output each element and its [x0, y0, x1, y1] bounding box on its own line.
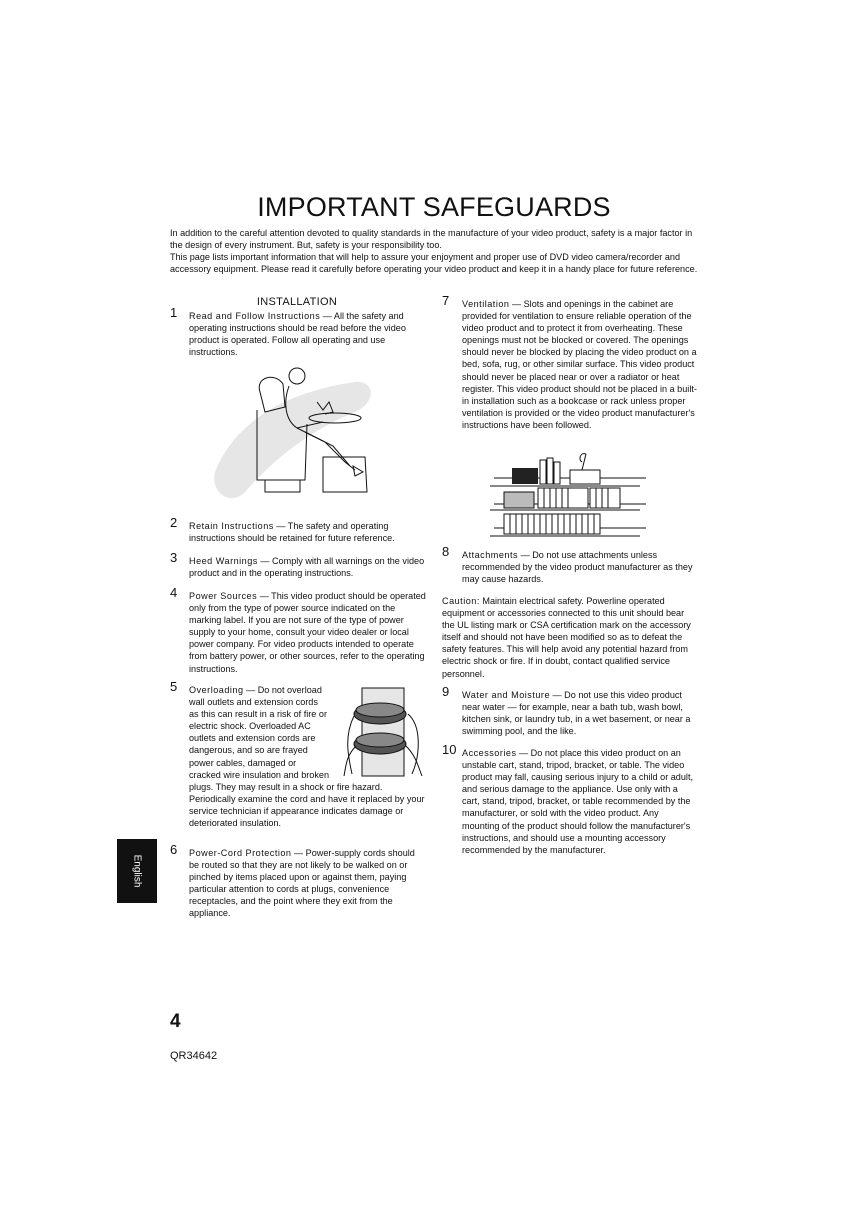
item-lead: Power Sources: [189, 591, 258, 601]
safeguard-item-2: [170, 515, 426, 544]
language-tab-label: English: [131, 854, 143, 888]
item-number: 10: [442, 742, 457, 757]
item-text: — Comply with all warnings on the video product and in the operating instructions.: [189, 556, 425, 579]
item-lead: Heed Warnings: [189, 556, 258, 566]
armchair-illustration: [205, 362, 385, 514]
item-lead: Accessories: [462, 748, 517, 758]
item-lead: Water and Moisture: [462, 690, 551, 700]
item-text: — Slots and openings in the cabinet are provided for ventilation to ensure reliable operation of the video product and to protect it from overheating. These openings must not be blocked or covered. The openings should never be blocked by placing the video product on a bed, sofa, rug, or other similar surface. This video product should never be placed near or over a radiator or heat register. This video product should not be placed in a built-in installation such as a bookcase or rack unless proper ventilation is provided or the video product manufacturer's instructions have been followed.: [462, 299, 697, 430]
item-text: — The safety and operating instructions should be retained for future reference.: [189, 521, 395, 544]
item-lead: Read and Follow Instructions: [189, 311, 321, 321]
item-number: 7: [442, 293, 450, 308]
bookshelf-illustration: [490, 448, 648, 540]
page-title: IMPORTANT SAFEGUARDS: [257, 192, 611, 222]
caution-lead: Caution:: [442, 596, 480, 606]
item-lead: Attachments: [462, 550, 519, 560]
item-number: 3: [170, 550, 178, 565]
item-lead: Power-Cord Protection: [189, 848, 292, 858]
item-text: — Do not overload wall outlets and extension cords as this can result in a risk of fire or electric shock. Overloaded AC outlets and extension cords are dangerous, and so are frayed power cables, damaged or cracked wire insulation and broken plugs. They may result in a shock or fire hazard. Periodically examine the cord and have it replaced by your service technician if appearance indicates damage or deteriorated insulation.: [189, 685, 425, 829]
item-number: 5: [170, 679, 178, 694]
page-number: 4: [170, 1011, 181, 1032]
safeguard-item-7: [442, 293, 698, 431]
intro-paragraph: In addition to the careful attention devoted to quality standards in the manufacture of your video product, safety is a major factor in the design of every instrument. But, safety is your responsibility too.: [170, 228, 693, 250]
item-lead: Ventilation: [462, 299, 510, 309]
document-code: QR34642: [170, 1050, 218, 1062]
safeguard-item-8: [442, 544, 698, 585]
item-lead: Retain Instructions: [189, 521, 274, 531]
intro-text: [170, 227, 698, 275]
item-number: 8: [442, 544, 450, 559]
item-number: 6: [170, 842, 178, 857]
caution-text: Maintain electrical safety. Powerline operated equipment or accessories connected to this unit should bear the UL listing mark or CSA certification mark on the accessory itself and should not have been modified so as to defeat the safety features. This will help avoid any potential hazard from electric shock or fire. If in doubt, contact qualified service personnel.: [442, 596, 691, 679]
item-number: 2: [170, 515, 178, 530]
item-number: 9: [442, 684, 450, 699]
safeguard-item-4: [170, 585, 426, 675]
item-text: — This video product should be operated only from the type of power source indicated on the marking label. If you are not sure of the type of power supply to your home, consult your video dealer or local power company. For video products intended to operate from battery power, or other sources, refer to the operating instructions.: [189, 591, 426, 674]
intro-paragraph: This page lists important information that will help to assure your enjoyment and proper use of DVD video camera/recorder and accessory equipment. Please read it carefully before operating your video product and keep it in a handy place for future reference.: [170, 252, 698, 274]
item-number: 4: [170, 585, 178, 600]
safeguard-item-5: [170, 679, 426, 829]
language-tab: [117, 839, 157, 903]
safeguard-item-3: [170, 550, 426, 579]
item-lead: Overloading: [189, 685, 244, 695]
item-text: — All the safety and operating instructions should be read before the video product is operated. Follow all operating and use instructions.: [189, 311, 406, 358]
safeguard-item-1: [170, 305, 426, 358]
safeguard-item-10: [442, 742, 698, 856]
item-text: — Power-supply cords should be routed so that they are not likely to be walked on or pinched by items placed upon or against them, paying particular attention to cords at plugs, convenience receptacles, and the point where they exit from the appliance.: [189, 848, 415, 919]
caution-note: [442, 595, 698, 680]
safeguard-item-6: [170, 842, 426, 920]
item-text: — Do not use attachments unless recommended by the video product manufacturer as they may cause hazards.: [462, 550, 693, 585]
item-text: — Do not place this video product on an unstable cart, stand, tripod, bracket, or table. The video product may fall, causing serious injury to a child or adult, and serious damage to the appliance. Use only with a cart, stand, tripod, bracket, or table recommended by the manufacturer, or sold with the video product. Any mounting of the product should follow the manufacturer's instructions, and should use a mounting accessory recommended by the manufacturer.: [462, 748, 693, 855]
item-text: — Do not use this video product near water — for example, near a bath tub, wash bowl, kitchen sink, or laundry tub, in a wet basement, or near a swimming pool, and the like.: [462, 690, 691, 737]
safeguard-item-9: [442, 684, 698, 737]
item-number: 1: [170, 305, 178, 320]
section-title-installation: INSTALLATION: [256, 296, 338, 308]
